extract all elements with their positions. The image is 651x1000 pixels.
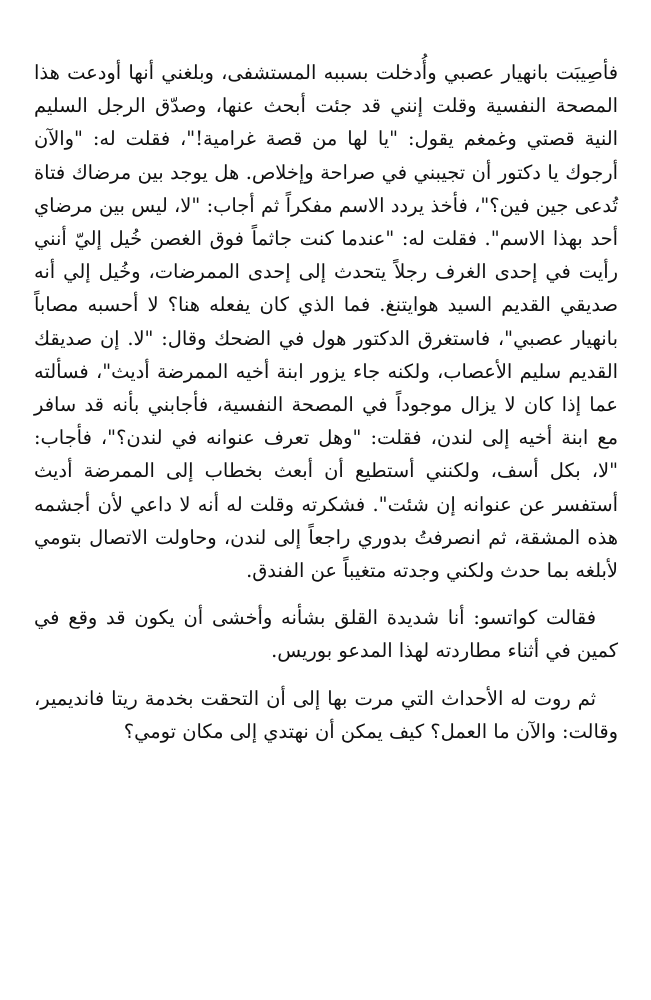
paragraph-3: ثم روت له الأحداث التي مرت بها إلى أن التحقت بخدمة ريتا فانديمير، وقالت: والآن ما العمل؟ كيف يمكن أن نهتدي إلى مكان تومي؟ bbox=[34, 686, 618, 743]
book-page bbox=[34, 56, 618, 748]
paragraph-2: فقالت كواتسو: أنا شديدة القلق بشأنه وأخشى أن يكون قد وقع في كمين في أثناء مطاردته لهذا المدعو بوريس. bbox=[34, 606, 618, 663]
paragraph-1: فأصِيبَت بانهيار عصبي وأُدخلت بسببه المستشفى، وبلغني أنها أودعت هذا المصحة النفسية وقلت إنني قد جئت أبحث عنها، وصدّق الرجل السليم النية قصتي وغمغم يقول: "يا لها من قصة غرامية!"، فقلت له: "والآن أرجوك يا دكتور أن تجيبني في صراحة وإخلاص. هل يوجد بين مرضاك فتاة تُدعى جين فين؟"، فأخذ يردد الاسم مفكراً ثم أجاب: "لا، ليس بين مرضاي أحد بهذا الاسم". فقلت له: "عندما كنت جاثماً فوق الغصن خُيل إليّ أنني رأيت في إحدى الغرف رجلاً يتحدث إلى إحدى الممرضات، وخُيل إلي أنه صديقي القديم السيد هوايتنغ. فما الذي كان يفعله هنا؟ لا أحسبه مصاباً بانهيار عصبي"، فاستغرق الدكتور هول في الضحك وقال: "لا. إن صديقك القديم سليم الأعصاب، ولكنه جاء يزور ابنة أخيه الممرضة أديث"، فسألته عما إذا كان لا يزال موجوداً في المصحة النفسية، فأجابني بأنه قد سافر مع ابنة أخيه إلى لندن، فقلت: "وهل تعرف عنوانه في لندن؟"، فأجاب: "لا، بكل أسف، ولكنني أستطيع أن أبعث بخطاب إلى الممرضة أديث أستفسر عن عنوانه إن شئت". فشكرته وقلت له أنه لا داعي لأن أجشمه هذه المشقة، ثم انصرفتُ بدوري راجعاً إلى لندن، وحاولت الاتصال بتومي لأبلغه بما حدث ولكني وجدته متغيباً عن الفندق. bbox=[34, 61, 618, 583]
